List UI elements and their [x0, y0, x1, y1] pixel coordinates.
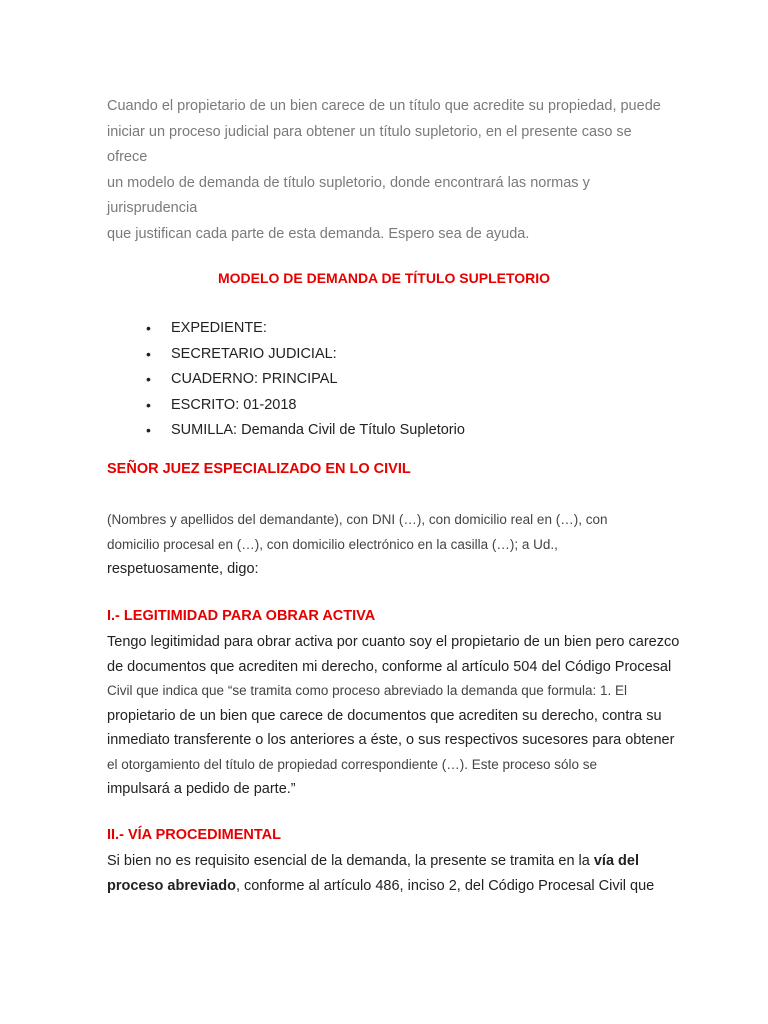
section-1-heading: I.- LEGITIMIDAD PARA OBRAR ACTIVA	[107, 608, 376, 624]
intro-paragraph	[107, 94, 667, 247]
opening-line: domicilio procesal en (…), con domicilio electrónico en la casilla (…); a Ud.,	[107, 536, 558, 552]
opening-paragraph	[107, 508, 677, 582]
section-1-line: Civil que indica que “se tramita como proceso abreviado la demanda que formula: 1. El	[107, 683, 628, 698]
section-2-line	[107, 874, 677, 899]
section-1-line: Tengo legitimidad para obrar activa por cuanto soy el propietario de un bien pero carezco	[107, 634, 680, 650]
section-2-emphasis: vía del	[593, 853, 639, 869]
section-1-line: propietario de un bien que carece de documentos que acrediten su derecho, contra su	[107, 707, 662, 724]
case-metadata-list	[146, 316, 465, 444]
metadata-text: ESCRITO: 01-2018	[171, 396, 297, 413]
section-2-line	[107, 849, 677, 874]
metadata-item	[146, 342, 465, 368]
section-1-paragraph	[107, 630, 680, 802]
metadata-item	[146, 367, 465, 393]
intro-line: Cuando el propietario de un bien carece de un título que acredite su propiedad, puede	[107, 98, 661, 114]
addressee-heading: SEÑOR JUEZ ESPECIALIZADO EN LO CIVIL	[107, 461, 411, 477]
metadata-text: SECRETARIO JUDICIAL:	[171, 345, 337, 362]
section-2-paragraph	[107, 849, 677, 898]
intro-line: que justifican cada parte de esta demanda. Espero sea de ayuda.	[107, 225, 530, 242]
metadata-text: EXPEDIENTE:	[171, 320, 267, 336]
metadata-item	[146, 418, 465, 444]
opening-line: (Nombres y apellidos del demandante), con DNI (…), con domicilio real en (…), con	[107, 512, 608, 527]
metadata-item	[146, 393, 465, 419]
metadata-item	[146, 316, 465, 342]
section-1-line: de documentos que acrediten mi derecho, conforme al artículo 504 del Código Procesal	[107, 658, 672, 675]
bullet-icon: •	[146, 345, 151, 362]
section-1-line: impulsará a pedido de parte.”	[107, 781, 296, 797]
bullet-icon: •	[146, 396, 151, 413]
bullet-icon: •	[146, 320, 151, 336]
metadata-text: SUMILLA: Demanda Civil de Título Supletorio	[171, 422, 465, 438]
section-1-line: el otorgamiento del título de propiedad correspondiente (…). Este proceso sólo se	[107, 756, 598, 772]
metadata-text: CUADERNO: PRINCIPAL	[171, 371, 338, 387]
intro-line: un modelo de demanda de título supletorio, donde encontrará las normas y jurisprudencia	[107, 174, 590, 216]
bullet-icon: •	[146, 371, 151, 387]
section-2-emphasis: proceso abreviado	[107, 877, 236, 894]
bullet-icon: •	[146, 422, 151, 438]
section-2-text: Si bien no es requisito esencial de la demanda, la presente se tramita en la	[107, 853, 594, 869]
document-title: MODELO DE DEMANDA DE TÍTULO SUPLETORIO	[217, 270, 551, 286]
section-2-heading: II.- VÍA PROCEDIMENTAL	[107, 827, 281, 843]
opening-line: respetuosamente, digo:	[107, 561, 259, 577]
intro-line: iniciar un proceso judicial para obtener un título supletorio, en el presente caso se ofrece	[107, 123, 632, 165]
section-1-line: inmediato transferente o los anteriores a éste, o sus respectivos sucesores para obtener	[107, 732, 675, 748]
section-2-text: , conforme al artículo 486, inciso 2, del Código Procesal Civil que	[235, 877, 655, 894]
